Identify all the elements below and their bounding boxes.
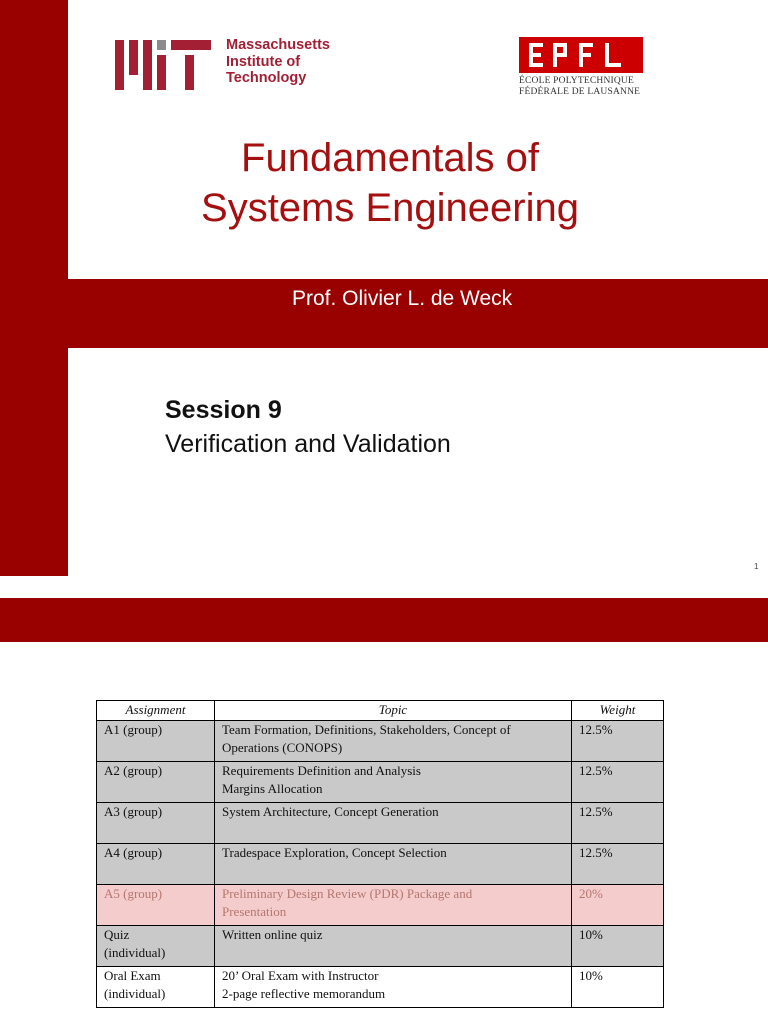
topic-cell [215,721,572,762]
session-title: Verification and Validation [165,430,451,458]
topic-cell-line: 20’ Oral Exam with Instructor [222,968,379,983]
weight-cell: 12.5% [572,844,664,885]
topic-cell-line: Requirements Definition and Analysis [222,763,421,778]
topic-cell-line: Operations (CONOPS) [222,740,343,755]
topic-cell-line: Tradespace Exploration, Concept Selection [222,845,447,860]
mit-wordmark-line: Massachusetts [226,37,330,53]
topic-cell-line: 2-page reflective memorandum [222,986,386,1001]
assignment-cell-line: (individual) [104,986,166,1001]
epfl-logo-icon [519,37,643,73]
assignment-cell [97,803,215,844]
table-row [97,721,664,762]
weight-cell: 12.5% [572,721,664,762]
column-header-weight: Weight [572,701,664,721]
table-row [97,762,664,803]
weight-cell: 12.5% [572,762,664,803]
mit-wordmark-line: Institute of [226,53,301,70]
mit-logo-icon [115,40,211,90]
column-header-topic: Topic [215,701,572,721]
grading-table [96,700,664,1008]
column-header-assignment: Assignment [97,701,215,721]
assignment-cell-line: A1 (group) [104,722,163,737]
weight-cell: 12.5% [572,803,664,844]
assignment-cell [97,721,215,762]
assignment-cell [97,926,215,967]
topic-cell [215,844,572,885]
assignment-cell-line: Oral Exam [104,968,161,983]
slide-header-band [0,598,768,642]
table-header-row [97,701,664,721]
table-row [97,967,664,1008]
assignment-cell-line: A3 (group) [104,804,163,819]
mit-wordmark [226,37,330,87]
topic-cell-line: System Architecture, Concept Generation [222,804,439,819]
slide-title-line: Fundamentals of [241,136,539,180]
table-row [97,885,664,926]
assignment-cell-line: A5 (group) [104,886,163,901]
weight-cell: 20% [572,885,664,926]
topic-cell-line: Presentation [222,904,287,919]
topic-cell-line: Written online quiz [222,927,323,942]
topic-cell [215,926,572,967]
weight-cell: 10% [572,967,664,1008]
table-row [97,926,664,967]
table-row [97,844,664,885]
topic-cell-line: Margins Allocation [222,781,323,796]
table-row [97,803,664,844]
table-body [97,721,664,1008]
epfl-wordmark [519,76,640,97]
topic-cell [215,762,572,803]
topic-cell [215,967,572,1008]
assignment-cell-line: (individual) [104,945,166,960]
assignment-cell [97,885,215,926]
weight-cell: 10% [572,926,664,967]
assignment-cell-line: A2 (group) [104,763,163,778]
assignment-cell-line: A4 (group) [104,845,163,860]
page-number: 1 [754,562,759,571]
epfl-wordmark-line: FÉDÉRALE DE LAUSANNE [519,86,641,97]
assignment-cell-line: Quiz [104,927,130,942]
topic-cell-line: Preliminary Design Review (PDR) Package and [222,886,473,901]
topic-cell [215,885,572,926]
slide-title [160,133,620,233]
epfl-wordmark-line: ÉCOLE POLYTECHNIQUE [519,76,634,86]
mit-wordmark-line: Technology [226,70,307,86]
topic-cell [215,803,572,844]
grading-slide [0,578,768,1024]
topic-cell-line: Team Formation, Definitions, Stakeholders, Concept of [222,722,511,737]
assignment-cell [97,762,215,803]
session-label: Session 9 [165,396,282,424]
assignment-cell [97,967,215,1008]
assignment-cell [97,844,215,885]
slide-title-line: Systems Engineering [201,186,579,230]
professor-name: Prof. Olivier L. de Weck [292,287,513,310]
